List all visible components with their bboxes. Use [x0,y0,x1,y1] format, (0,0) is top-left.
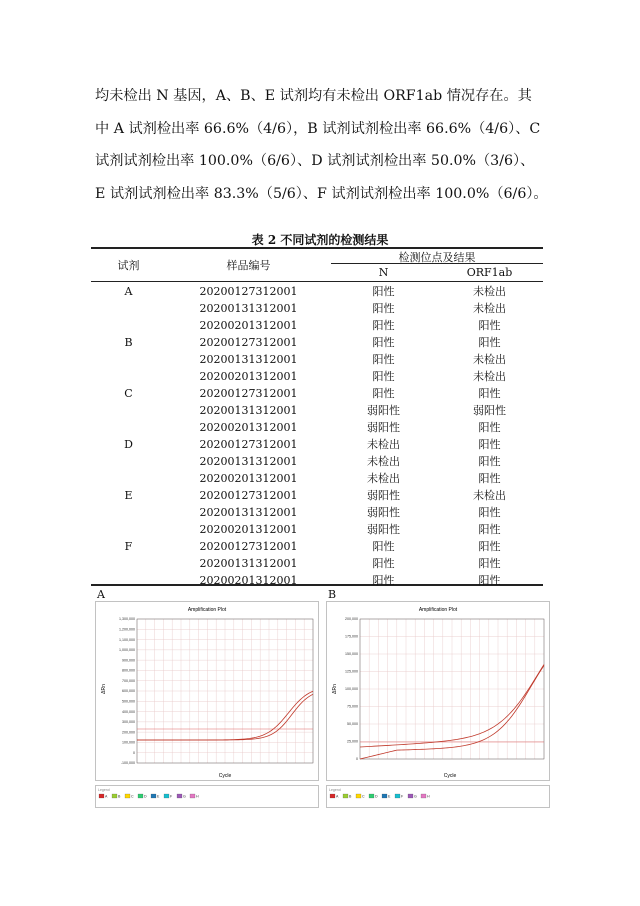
legend-entry: F [170,794,173,799]
plot-b-grid [360,619,544,759]
cell-reagent: D [124,438,133,451]
legend-entry: F [401,794,404,799]
cell-orf1ab: 阳性 [478,574,501,587]
plot-b-xlabel: Cycle [443,773,457,779]
y-tick-label: 600,000 [122,689,135,694]
legend-swatch [408,794,413,798]
y-tick-label: 400,000 [122,709,135,714]
header-orf1ab: ORF1ab [466,266,513,279]
legend-entry: E [157,794,160,799]
cell-n: 弱阳性 [367,421,400,434]
cell-n: 未检出 [367,438,400,451]
cell-n: 未检出 [367,472,400,485]
cell-orf1ab: 阳性 [478,421,501,434]
y-tick-label: 200,000 [122,730,135,735]
legend-swatch [382,794,387,798]
cell-orf1ab: 阳性 [478,523,501,536]
cell-n: 阳性 [372,387,395,400]
cell-orf1ab: 阳性 [478,319,501,332]
amplification-plot-a [95,601,319,811]
table-row [91,351,543,368]
table-title: 表 2 不同试剂的检测结果 [251,233,389,247]
cell-orf1ab: 阳性 [478,455,501,468]
cell-orf1ab: 未检出 [473,353,506,366]
legend-entry: B [118,794,121,799]
paragraph-line: 均未检出 N 基因，A、B、E 试剂均有未检出 ORF1ab 情况存在。其 [95,88,532,104]
table-row [91,334,543,351]
cell-n: 弱阳性 [367,506,400,519]
figure-b-panel [326,601,550,811]
legend-swatch [164,794,169,798]
cell-n: 弱阳性 [367,523,400,536]
y-tick-label: -100,000 [120,761,135,766]
cell-orf1ab: 阳性 [478,472,501,485]
legend-entry: A [105,794,108,799]
body-paragraph [95,81,565,210]
cell-orf1ab: 阳性 [478,540,501,553]
cell-sample: 20200127312001 [199,387,298,400]
paragraph-line: 试剂试剂检出率 100.0%（6/6）、D 试剂试剂检出率 50.0%（3/6）、 [95,153,535,169]
cell-reagent: B [124,336,133,349]
legend-swatch [421,794,426,798]
cell-orf1ab: 阳性 [478,438,501,451]
header-n: N [378,266,389,279]
legend-swatch [177,794,182,798]
y-tick-label: 300,000 [122,720,135,725]
cell-n: 未检出 [367,455,400,468]
cell-n: 阳性 [372,302,395,315]
legend-swatch [138,794,143,798]
table-row [91,572,543,589]
legend-swatch [112,794,117,798]
cell-n: 阳性 [372,353,395,366]
header-sample: 样品编号 [226,259,271,272]
legend-swatch [99,794,104,798]
cell-sample: 20200127312001 [199,438,298,451]
cell-orf1ab: 未检出 [473,285,506,298]
legend-swatch [343,794,348,798]
cell-reagent: C [124,387,133,400]
cell-sample: 20200127312001 [199,285,298,298]
header-site-results: 检测位点及结果 [398,251,476,264]
legend-entry: B [349,794,352,799]
cell-orf1ab: 阳性 [478,506,501,519]
paragraph-line: E 试剂试剂检出率 83.3%（5/6）、F 试剂试剂检出率 100.0%（6/6）。 [95,185,548,202]
y-tick-label: 100,000 [345,687,358,692]
cell-sample: 20200201312001 [199,370,298,383]
cell-orf1ab: 弱阳性 [473,404,506,417]
cell-orf1ab: 阳性 [478,557,501,570]
legend-swatch [190,794,195,798]
y-tick-label: 1,100,000 [119,637,135,642]
table-row [91,470,543,487]
legend-entry: C [131,794,134,799]
table-row [91,436,543,453]
plot-a-legend-label: Legend [98,788,110,792]
cell-orf1ab: 阳性 [478,387,501,400]
header-reagent: 试剂 [117,259,140,272]
legend-entry: A [336,794,339,799]
cell-n: 阳性 [372,285,395,298]
table-row [91,453,543,470]
cell-orf1ab: 阳性 [478,336,501,349]
cell-sample: 20200131312001 [199,353,298,366]
y-tick-label: 0 [133,750,135,755]
plot-b-title: Amplification Plot [418,607,458,613]
legend-swatch [395,794,400,798]
y-tick-label: 150,000 [345,652,358,657]
y-tick-label: 900,000 [122,658,135,663]
table-row [91,487,543,504]
y-tick-label: 200,000 [345,617,358,622]
cell-orf1ab: 未检出 [473,302,506,315]
cell-sample: 20200201312001 [199,574,298,587]
legend-entry: C [362,794,365,799]
plot-a-title: Amplification Plot [187,607,227,613]
cell-sample: 20200127312001 [199,336,298,349]
y-tick-label: 50,000 [347,722,358,727]
table-row [91,283,543,300]
table-row [91,538,543,555]
cell-reagent: E [124,489,133,502]
plot-b-ylabel: ΔRn [332,684,338,694]
table-row [91,385,543,402]
legend-swatch [369,794,374,798]
legend-entry: G [183,794,186,799]
cell-orf1ab: 未检出 [473,489,506,502]
y-tick-label: 1,300,000 [119,617,135,622]
legend-entry: D [375,794,378,799]
cell-sample: 20200201312001 [199,523,298,536]
cell-sample: 20200127312001 [199,540,298,553]
y-tick-label: 100,000 [122,740,135,745]
table-row [91,300,543,317]
legend-entry: D [144,794,147,799]
legend-swatch [330,794,335,798]
cell-sample: 20200131312001 [199,557,298,570]
cell-sample: 20200131312001 [199,302,298,315]
table-row [91,368,543,385]
cell-n: 阳性 [372,370,395,383]
cell-sample: 20200201312001 [199,472,298,485]
cell-n: 阳性 [372,540,395,553]
plot-a-ylabel: ΔRn [101,684,107,694]
cell-n: 阳性 [372,319,395,332]
figure-b-label: B [328,588,337,601]
plot-a-grid [137,619,313,763]
y-tick-label: 1,000,000 [119,648,135,653]
table-row [91,521,543,538]
cell-sample: 20200131312001 [199,506,298,519]
y-tick-label: 500,000 [122,699,135,704]
table-header-rule [91,281,543,282]
plot-b-legend-label: Legend [329,788,341,792]
legend-entry: H [427,794,430,799]
paragraph-line: 中 A 试剂检出率 66.6%（4/6），B 试剂试剂检出率 66.6%（4/6）、C [95,120,541,137]
legend-entry: E [388,794,391,799]
cell-sample: 20200201312001 [199,421,298,434]
legend-entry: H [196,794,199,799]
table-row [91,317,543,334]
table-row [91,419,543,436]
y-tick-label: 75,000 [347,704,358,709]
cell-n: 弱阳性 [367,404,400,417]
legend-swatch [151,794,156,798]
cell-sample: 20200127312001 [199,489,298,502]
cell-sample: 20200131312001 [199,455,298,468]
y-tick-label: 25,000 [347,739,358,744]
y-tick-label: 1,200,000 [119,627,135,632]
y-tick-label: 0 [356,757,358,762]
y-tick-label: 125,000 [345,669,358,674]
plot-a-xlabel: Cycle [218,773,232,779]
table-row [91,555,543,572]
y-tick-label: 700,000 [122,678,135,683]
cell-n: 弱阳性 [367,489,400,502]
table-row [91,402,543,419]
cell-sample: 20200131312001 [199,404,298,417]
legend-swatch [125,794,130,798]
table-row [91,504,543,521]
y-tick-label: 175,000 [345,634,358,639]
figure-a-label: A [97,588,105,601]
cell-sample: 20200201312001 [199,319,298,332]
cell-reagent: A [124,285,133,298]
cell-n: 阳性 [372,557,395,570]
y-tick-label: 800,000 [122,668,135,673]
cell-n: 阳性 [372,574,395,587]
plot-a-yticks [119,617,135,765]
figure-a-panel [95,601,319,811]
legend-entry: G [414,794,417,799]
legend-swatch [356,794,361,798]
amplification-plot-b [326,601,550,811]
cell-orf1ab: 未检出 [473,370,506,383]
cell-reagent: F [124,540,133,553]
cell-n: 阳性 [372,336,395,349]
